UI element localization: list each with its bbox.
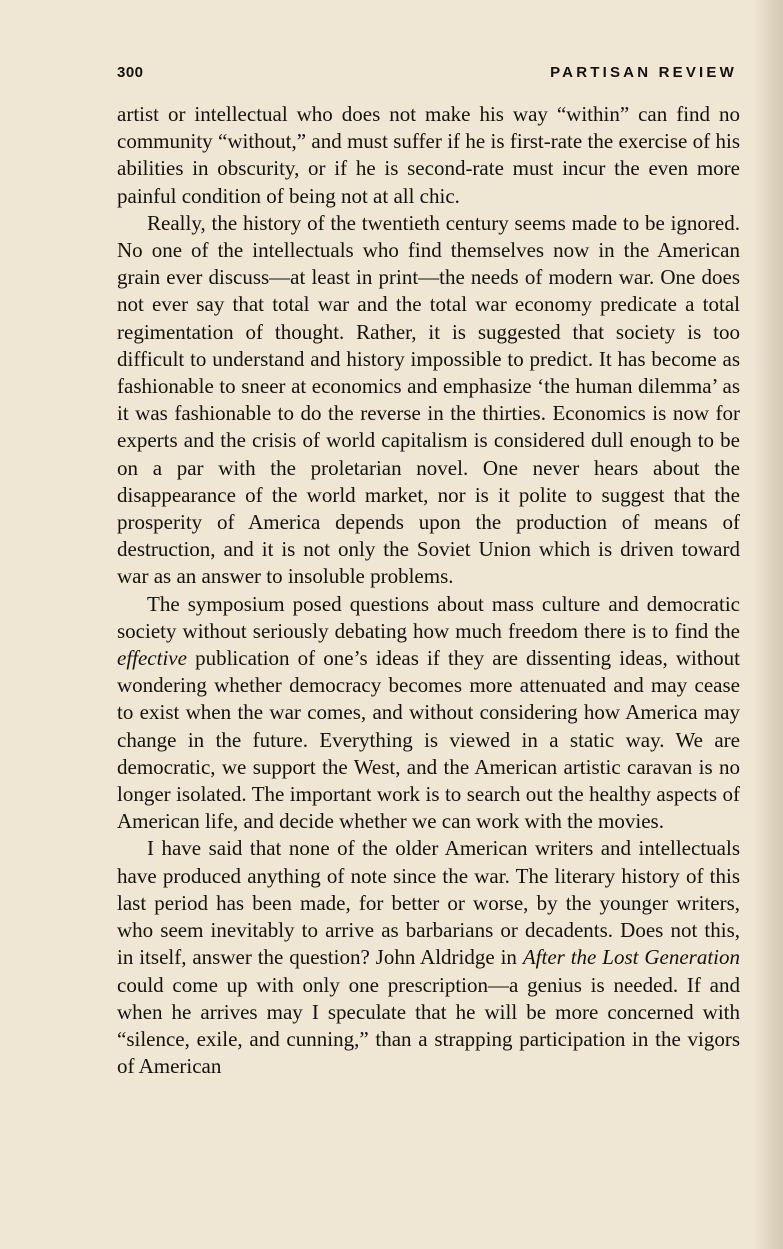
page-edge-shadow: [753, 0, 783, 1249]
paragraph: [117, 210, 740, 591]
paragraph-text: publication of one’s ideas if they are dissenting ideas, without wondering whether democracy becomes more attenuated and may cease to exist when the war comes, and without considering how America may change in the future. Everything is viewed in a static way. We are democratic, we support the West, and the American artistic caravan is no longer isolated. The important work is to search out the healthy aspects of American life, and decide whether we can work with the movies.: [117, 646, 740, 834]
paragraph-text: I have said that none of the older American writers and intellectuals have produced anything of note since the war. The literary history of this last period has been made, for better or worse, by the younger writers, who seem inevitably to arrive as barbarians or decadents. Does not this, in itself, answer the question? John Aldridge in: [117, 836, 740, 970]
italic-emphasis: effective: [117, 646, 187, 671]
paragraph: [117, 835, 740, 1080]
paragraph-text: Really, the history of the twentieth century seems made to be ignored. No one of the intellectuals who find themselves now in the American grain ever discuss—at least in print—the needs of modern war. One does not ever say that total war and the total war economy predicate a total regimentation of thought. Rather, it is suggested that society is too difficult to understand and history impossible to predict. It has become as fashionable to sneer at economics and emphasize ‘the human dilemma’ as it was fashionable to do the reverse in the thirties. Economics is now for experts and the crisis of world capitalism is considered dull enough to be on a par with the proletarian novel. One never hears about the disappearance of the world market, nor is it polite to suggest that the prosperity of America depends upon the production of means of destruction, and it is not only the Soviet Union which is driven toward war as an answer to insoluble problems.: [117, 210, 740, 589]
book-title: After the Lost Generation: [522, 945, 741, 970]
body-text: [117, 101, 740, 1080]
paragraph: [117, 101, 740, 210]
page-number: 300: [117, 64, 144, 81]
paragraph-text: could come up with only one prescription—a genius is needed. If and when he arrives may I speculate that he will be more concerned with “silence, exile, and cunning,” than a strapping participation in the vigors of American: [117, 972, 740, 1079]
paragraph: [117, 591, 740, 836]
running-head: PARTISAN REVIEW: [550, 64, 737, 81]
page-header: [117, 64, 737, 86]
paragraph-text: The symposium posed questions about mass culture and democratic society without seriously debating how much freedom there is to find the: [117, 591, 740, 643]
paragraph-text: artist or intellectual who does not make his way “within” can find no community “without,” and must suffer if he is first-rate the exercise of his abilities in obscurity, or if he is second-rate must incur the even more painful condition of being not at all chic.: [117, 102, 740, 208]
